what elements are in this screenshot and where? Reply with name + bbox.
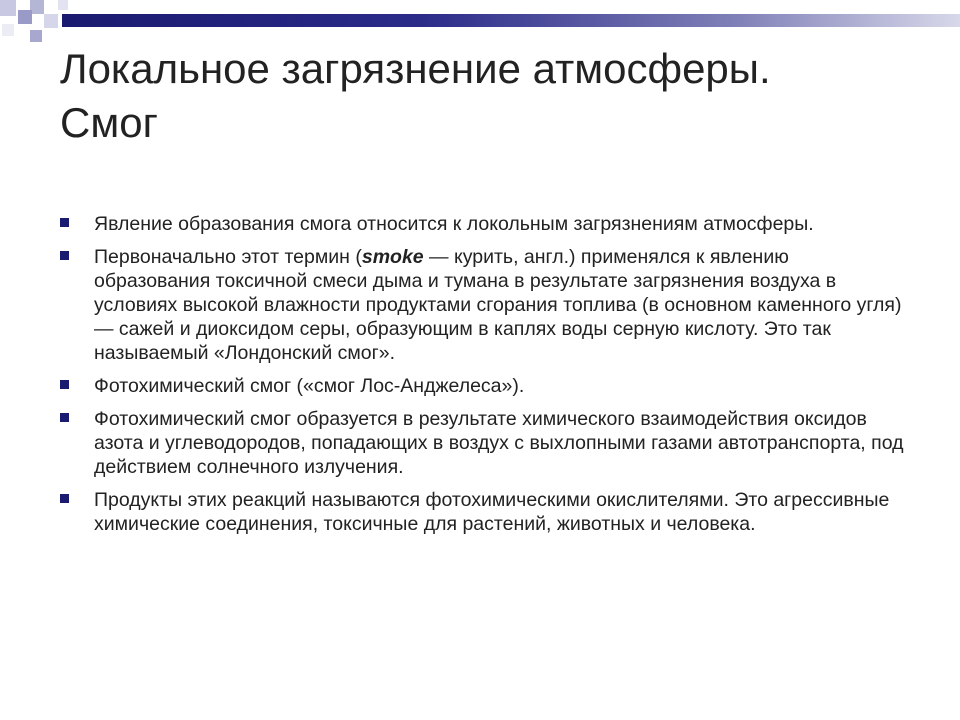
decorative-square (18, 10, 32, 24)
bullet-square-icon (60, 251, 69, 260)
bullet-item (60, 488, 910, 536)
bullet-text: Фотохимический смог («смог Лос-Анджелеса»). (94, 375, 525, 397)
bullet-item (60, 374, 910, 398)
decorative-square (30, 0, 44, 14)
decorative-square (2, 24, 14, 36)
bullet-square-icon (60, 413, 69, 422)
slide-title-line-1: Локальное загрязнение атмосферы. (60, 45, 771, 92)
bullet-square-icon (60, 218, 69, 227)
decorative-square (58, 0, 68, 10)
bullet-text: Продукты этих реакций называются фотохимическими окислителями. Это агрессивные химические соединения, токсичные для растений, животных и человека. (94, 489, 890, 535)
bullet-square-icon (60, 494, 69, 503)
bullet-text: Явление образования смога относится к локольным загрязнениям атмосферы. (94, 213, 814, 235)
bullet-item (60, 245, 910, 365)
decorative-square (30, 30, 42, 42)
bullet-list (60, 212, 910, 545)
bullet-item (60, 212, 910, 236)
bullet-text-suffix: — курить, англ.) применялся к явлению образования токсичной смеси дыма и тумана в результате загрязнения воздуха в условиях высокой влажности продуктами сгорания топлива (в основном каменного угля) — сажей и диоксидом серы, образующим в каплях воды серную кислоту. Это так называемый «Лондонский смог». (94, 246, 902, 364)
decorative-square (44, 14, 58, 28)
bullet-text-prefix: Первоначально этот термин ( (94, 246, 362, 268)
slide-title-line-2: Смог (60, 99, 158, 146)
bullet-item (60, 407, 910, 479)
bullet-text: Фотохимический смог образуется в результате химического взаимодействия оксидов азота и углеводородов, попадающих в воздух с выхлопными газами автотранспорта, под действием солнечного излучения. (94, 408, 904, 478)
header-gradient-bar (62, 14, 960, 27)
term-smoke: smoke (361, 246, 424, 268)
bullet-square-icon (60, 380, 69, 389)
decorative-square (0, 0, 16, 16)
slide-title (60, 42, 920, 150)
